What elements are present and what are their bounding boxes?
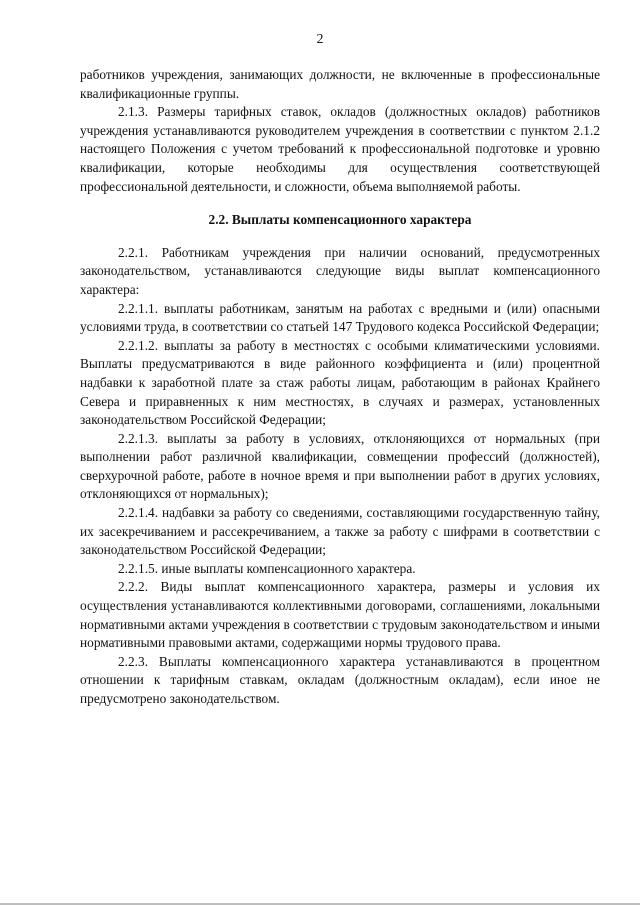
paragraph-2-2-1-3: 2.2.1.3. выплаты за работу в условиях, отклоняющихся от нормальных (при выполнении работ различной квалификации, совмещении профессий (должностей), сверхурочной работе, работе в ночное время и при выполнении работ в других условиях, отклоняющихся от нормальных);	[80, 430, 600, 502]
paragraph-continuation: работников учреждения, занимающих должности, не включенные в профессиональные квалификационные группы.	[80, 67, 600, 101]
paragraph-2-2-1-5: 2.2.1.5. иные выплаты компенсационного характера.	[118, 560, 416, 576]
paragraph-2-2-1-1: 2.2.1.1. выплаты работникам, занятым на работах с вредными и (или) опасными условиями труда, в соответствии со статьей 147 Трудового кодекса Российской Федерации;	[80, 300, 600, 335]
page-number: 2	[316, 32, 324, 47]
paragraph-2-2-1-2: 2.2.1.2. выплаты за работу в местностях с особыми климатическими условиями. Выплаты предусматриваются в виде районного коэффициента и (или) процентной надбавки к заработной плате за стаж работы лицам, работающим в районах Крайнего Севера и приравненных к ним местностях, в случаях и размерах, установленных законодательством Российской Федерации;	[80, 337, 600, 428]
section-heading-2-2: 2.2. Выплаты компенсационного характера	[208, 212, 472, 228]
paragraph-2-2-2: 2.2.2. Виды выплат компенсационного характера, размеры и условия их осуществления устанавливаются коллективными договорами, соглашениями, локальными нормативными актами учреждения в соответствии с трудовым законодательством и иными нормативными правовыми актами, содержащими нормы трудового права.	[80, 579, 600, 651]
document-body	[80, 66, 600, 709]
paragraph-2-1-3: 2.1.3. Размеры тарифных ставок, окладов (должностных окладов) работников учреждения устанавливаются руководителем учреждения в соответствии с пунктом 2.1.2 настоящего Положения с учетом требований к профессиональной подготовке и уровню квалификации, которые необходимы для осуществления соответствующей профессиональной деятельности, и сложности, объема выполняемой работы.	[80, 104, 600, 194]
paragraph-2-2-1-4: 2.2.1.4. надбавки за работу со сведениями, составляющими государственную тайну, их засекречиванием и рассекречиванием, а также за работу с шифрами в соответствии с законодательством Российской Федерации;	[80, 505, 600, 558]
paragraph-2-2-1: 2.2.1. Работникам учреждения при наличии оснований, предусмотренных законодательством, устанавливаются следующие виды выплат компенсационного характера:	[80, 244, 600, 297]
paragraph-2-2-3: 2.2.3. Выплаты компенсационного характера устанавливаются в процентном отношении к тарифным ставкам, окладам (должностным окладам), если иное не предусмотрено законодательством.	[80, 653, 600, 706]
